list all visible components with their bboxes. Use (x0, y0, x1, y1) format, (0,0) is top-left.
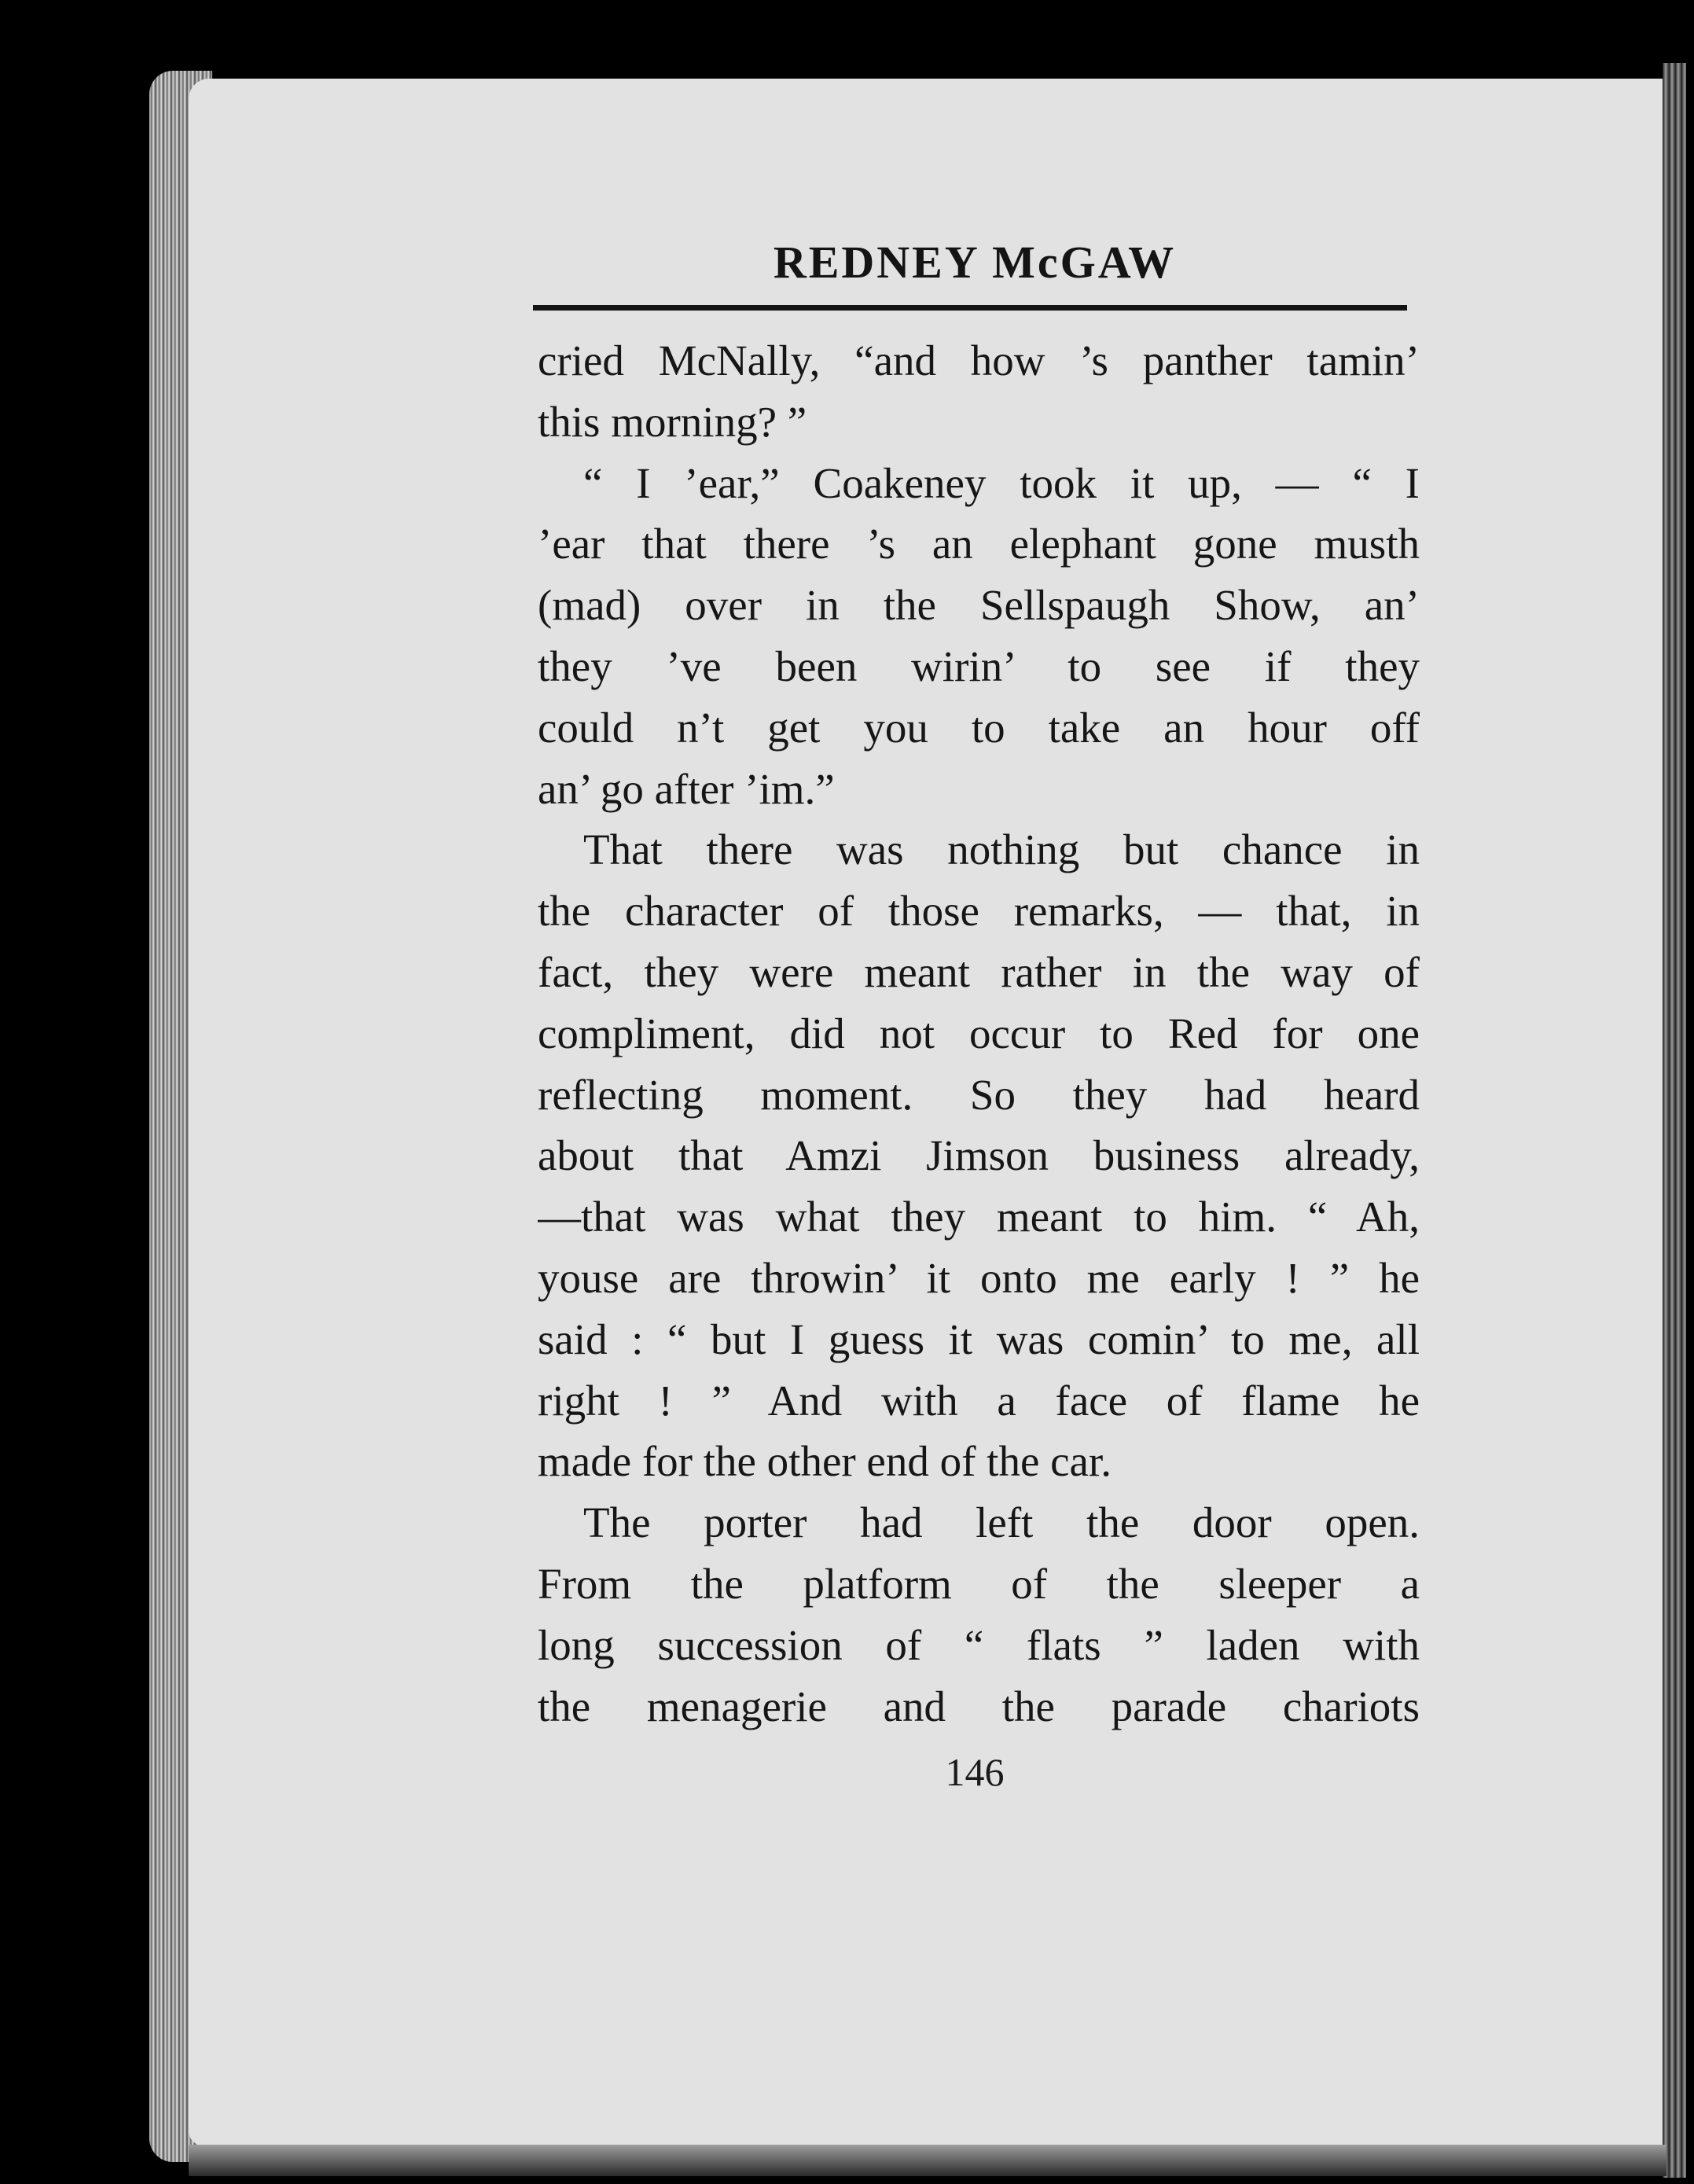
text-line: compliment, did not occur to Red for one (538, 1009, 1420, 1057)
text-line: said : “ but I guess it was comin’ to me, all (538, 1314, 1420, 1363)
text-line: fact, they were meant rather in the way of (538, 947, 1420, 996)
text-line: From the platform of the sleeper a (538, 1559, 1420, 1608)
text-line: right ! ” And with a face of flame he (538, 1376, 1420, 1425)
header-rule (533, 305, 1407, 311)
running-head: REDNEY McGAW (773, 237, 1177, 288)
page-edges-right (1663, 63, 1686, 2178)
text-line: long succession of “ flats ” laden with (538, 1620, 1420, 1669)
text-line: youse are throwin’ it onto me early ! ” he (538, 1253, 1420, 1302)
text-line: —that was what they meant to him. “ Ah, (538, 1193, 1420, 1241)
page-edges-bottom (189, 2145, 1666, 2176)
text-line: ’ear that there ’s an elephant gone musth (538, 520, 1420, 568)
body-text (538, 330, 1420, 1737)
text-line: (mad) over in the Sellspaugh Show, an’ (538, 581, 1420, 630)
page-number: 146 (945, 1750, 1005, 1794)
text-line: made for the other end of the car. (538, 1437, 1112, 1486)
text-line: this morning? ” (538, 397, 807, 446)
text-line: the character of those remarks, — that, in (538, 887, 1420, 936)
text-line: That there was nothing but chance in (583, 825, 1420, 874)
text-line: “ I ’ear,” Coakeney took it up, — “ I (583, 458, 1420, 507)
text-line: they ’ve been wirin’ to see if they (538, 642, 1420, 690)
text-line: The porter had left the door open. (583, 1498, 1420, 1547)
text-line: about that Amzi Jimson business already, (538, 1131, 1420, 1180)
text-line: cried McNally, “and how ’s panther tamin’ (538, 336, 1420, 384)
text-line: the menagerie and the parade chariots (538, 1682, 1420, 1730)
text-line: could n’t get you to take an hour off (538, 703, 1420, 752)
text-line: reflecting moment. So they had heard (538, 1070, 1420, 1119)
text-line: an’ go after ’im.” (538, 764, 835, 813)
